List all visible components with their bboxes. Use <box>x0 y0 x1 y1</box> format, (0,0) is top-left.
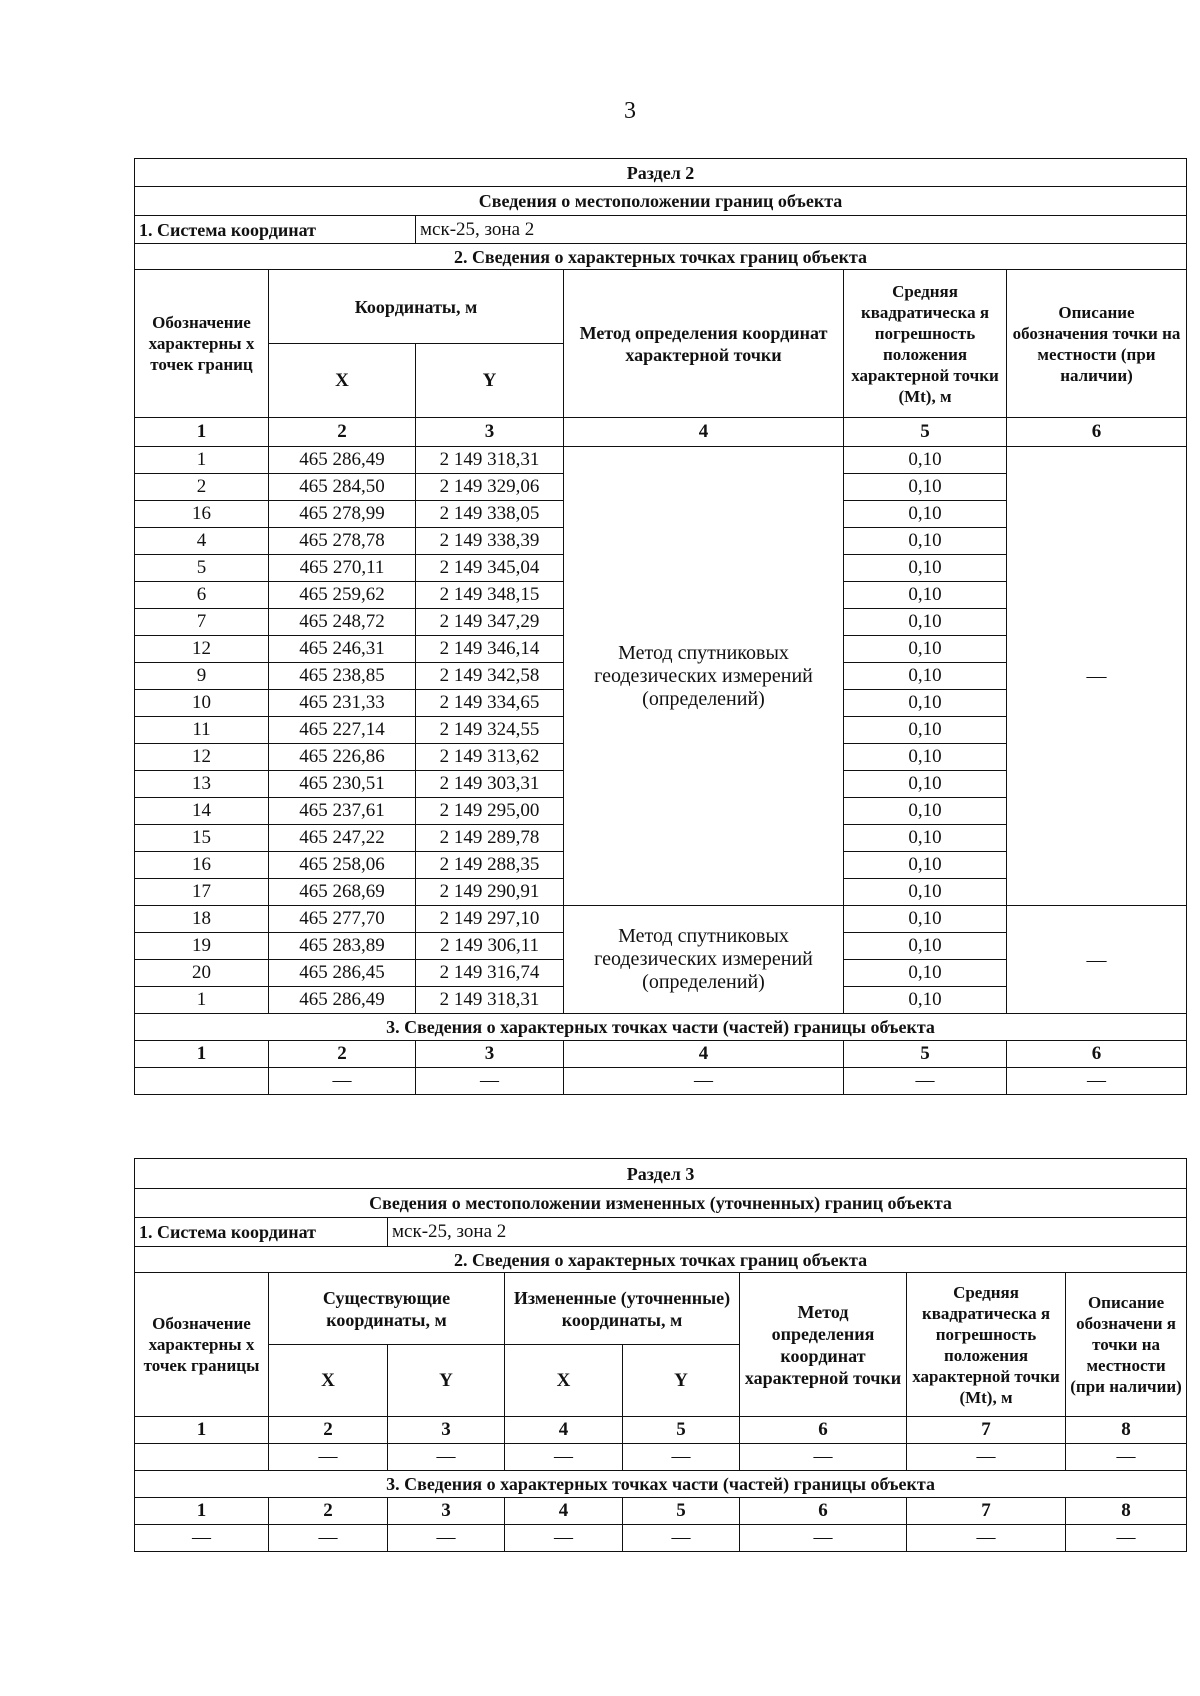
point-id: 19 <box>135 933 269 960</box>
coord-system-label: 1. Система координат <box>135 216 416 244</box>
mt-value: 0,10 <box>844 555 1007 582</box>
section-3-table <box>134 1158 1187 1552</box>
point-id: 4 <box>135 528 269 555</box>
coord-x: 465 268,69 <box>269 879 416 906</box>
empty-value: — <box>623 1444 740 1471</box>
point-id: 16 <box>135 852 269 879</box>
coord-y: 2 149 347,29 <box>416 609 564 636</box>
point-id: 7 <box>135 609 269 636</box>
coord-x: 465 278,78 <box>269 528 416 555</box>
mt-value: 0,10 <box>844 960 1007 987</box>
point-id: 1 <box>135 987 269 1014</box>
point-id: 16 <box>135 501 269 528</box>
mt-value: 0,10 <box>844 771 1007 798</box>
coord-x: 465 246,31 <box>269 636 416 663</box>
table-row <box>135 1068 1187 1095</box>
header-description-3: Описание обозначени я точки на местности (при наличии) <box>1066 1273 1187 1417</box>
mt-value: 0,10 <box>844 717 1007 744</box>
empty-value: — <box>623 1525 740 1552</box>
mt-value: 0,10 <box>844 825 1007 852</box>
coord-y: 2 149 324,55 <box>416 717 564 744</box>
header-existing-y: Y <box>388 1345 505 1417</box>
section-2-title: Раздел 2 <box>135 159 1187 187</box>
method-cell: Метод спутниковых геодезических измерений (определений) <box>564 906 844 1014</box>
coord-y: 2 149 303,31 <box>416 771 564 798</box>
mt-value: 0,10 <box>844 933 1007 960</box>
mt-value: 0,10 <box>844 582 1007 609</box>
points-section-title-3: 2. Сведения о характерных точках границ объекта <box>135 1247 1187 1273</box>
point-id: 9 <box>135 663 269 690</box>
column-number: 2 <box>269 1498 388 1525</box>
point-id: 11 <box>135 717 269 744</box>
section-2-subtitle: Сведения о местоположении границ объекта <box>135 187 1187 216</box>
header-designation: Обозначение характерны х точек границ <box>135 270 269 418</box>
coord-y: 2 149 316,74 <box>416 960 564 987</box>
coord-x: 465 286,45 <box>269 960 416 987</box>
header-existing: Существующие координаты, м <box>269 1273 505 1345</box>
column-number: 6 <box>740 1417 907 1444</box>
point-id: 18 <box>135 906 269 933</box>
empty-value <box>135 1444 269 1471</box>
header-y: Y <box>416 344 564 418</box>
coord-y: 2 149 338,39 <box>416 528 564 555</box>
coord-y: 2 149 334,65 <box>416 690 564 717</box>
header-coordinates: Координаты, м <box>269 270 564 344</box>
column-number: 7 <box>907 1417 1066 1444</box>
coord-y: 2 149 289,78 <box>416 825 564 852</box>
mt-value: 0,10 <box>844 798 1007 825</box>
header-changed-y: Y <box>623 1345 740 1417</box>
coord-system-value-3: мск-25, зона 2 <box>388 1218 1187 1247</box>
column-number: 4 <box>505 1417 623 1444</box>
column-number: 3 <box>416 1041 564 1068</box>
coord-y: 2 149 306,11 <box>416 933 564 960</box>
coord-y: 2 149 295,00 <box>416 798 564 825</box>
coord-x: 465 259,62 <box>269 582 416 609</box>
mt-value: 0,10 <box>844 447 1007 474</box>
column-number: 1 <box>135 1041 269 1068</box>
empty-value: — <box>505 1525 623 1552</box>
empty-value: — <box>1007 1068 1187 1095</box>
mt-value: 0,10 <box>844 690 1007 717</box>
header-error-3: Средняя квадратическа я погрешность положения характерной точки (Mt), м <box>907 1273 1066 1417</box>
coord-y: 2 149 288,35 <box>416 852 564 879</box>
coord-system-value: мск-25, зона 2 <box>416 216 1187 244</box>
empty-value: — <box>1066 1525 1187 1552</box>
coord-x: 465 231,33 <box>269 690 416 717</box>
coord-x: 465 283,89 <box>269 933 416 960</box>
empty-value <box>135 1068 269 1095</box>
empty-value: — <box>269 1525 388 1552</box>
column-number: 1 <box>135 418 269 447</box>
header-error: Средняя квадратическа я погрешность положения характерной точки (Mt), м <box>844 270 1007 418</box>
parts-section-title: 3. Сведения о характерных точках части (частей) границы объекта <box>135 1014 1187 1041</box>
mt-value: 0,10 <box>844 501 1007 528</box>
point-id: 2 <box>135 474 269 501</box>
empty-value: — <box>1066 1444 1187 1471</box>
mt-value: 0,10 <box>844 609 1007 636</box>
empty-value: — <box>740 1525 907 1552</box>
mt-value: 0,10 <box>844 528 1007 555</box>
coord-x: 465 226,86 <box>269 744 416 771</box>
coord-x: 465 248,72 <box>269 609 416 636</box>
empty-value: — <box>907 1525 1066 1552</box>
column-number: 4 <box>505 1498 623 1525</box>
empty-value: — <box>564 1068 844 1095</box>
point-id: 1 <box>135 447 269 474</box>
point-id: 12 <box>135 636 269 663</box>
header-method: Метод определения координат характерной точки <box>564 270 844 418</box>
point-id: 10 <box>135 690 269 717</box>
coord-x: 465 270,11 <box>269 555 416 582</box>
coord-y: 2 149 346,14 <box>416 636 564 663</box>
description-dash: — <box>1007 447 1187 906</box>
column-number: 4 <box>564 418 844 447</box>
point-id: 13 <box>135 771 269 798</box>
coord-y: 2 149 318,31 <box>416 987 564 1014</box>
coord-y: 2 149 329,06 <box>416 474 564 501</box>
empty-value: — <box>269 1068 416 1095</box>
column-number: 2 <box>269 418 416 447</box>
coord-system-label-3: 1. Система координат <box>135 1218 388 1247</box>
empty-value: — <box>505 1444 623 1471</box>
section-2-table <box>134 158 1187 1095</box>
coord-y: 2 149 313,62 <box>416 744 564 771</box>
column-number: 5 <box>623 1417 740 1444</box>
mt-value: 0,10 <box>844 987 1007 1014</box>
empty-value: — <box>416 1068 564 1095</box>
header-existing-x: X <box>269 1345 388 1417</box>
coord-x: 465 278,99 <box>269 501 416 528</box>
column-number: 6 <box>1007 1041 1187 1068</box>
column-number: 5 <box>844 1041 1007 1068</box>
column-number: 2 <box>269 1417 388 1444</box>
empty-value: — <box>269 1444 388 1471</box>
header-method-3: Метод определения координат характерной точки <box>740 1273 907 1417</box>
empty-value: — <box>135 1525 269 1552</box>
column-number: 5 <box>623 1498 740 1525</box>
point-id: 20 <box>135 960 269 987</box>
header-designation-3: Обозначение характерны х точек границы <box>135 1273 269 1417</box>
description-dash: — <box>1007 906 1187 1014</box>
empty-value: — <box>844 1068 1007 1095</box>
points-section-title: 2. Сведения о характерных точках границ объекта <box>135 244 1187 270</box>
coord-x: 465 227,14 <box>269 717 416 744</box>
mt-value: 0,10 <box>844 663 1007 690</box>
parts-section-title-3: 3. Сведения о характерных точках части (частей) границы объекта <box>135 1471 1187 1498</box>
header-description: Описание обозначения точки на местности (при наличии) <box>1007 270 1187 418</box>
section-3-subtitle: Сведения о местоположении измененных (уточненных) границ объекта <box>135 1189 1187 1218</box>
coord-y: 2 149 318,31 <box>416 447 564 474</box>
point-id: 15 <box>135 825 269 852</box>
header-changed-x: X <box>505 1345 623 1417</box>
column-number: 1 <box>135 1498 269 1525</box>
point-id: 17 <box>135 879 269 906</box>
coord-y: 2 149 338,05 <box>416 501 564 528</box>
mt-value: 0,10 <box>844 474 1007 501</box>
mt-value: 0,10 <box>844 906 1007 933</box>
table-row <box>135 906 1187 933</box>
column-number: 8 <box>1066 1417 1187 1444</box>
column-number: 6 <box>1007 418 1187 447</box>
method-cell: Метод спутниковых геодезических измерений (определений) <box>564 447 844 906</box>
coord-x: 465 286,49 <box>269 987 416 1014</box>
empty-value: — <box>740 1444 907 1471</box>
coord-x: 465 237,61 <box>269 798 416 825</box>
coord-x: 465 286,49 <box>269 447 416 474</box>
column-number: 3 <box>388 1498 505 1525</box>
empty-value: — <box>388 1525 505 1552</box>
column-number: 1 <box>135 1417 269 1444</box>
table-row <box>135 1444 1187 1471</box>
point-id: 14 <box>135 798 269 825</box>
page-number: 3 <box>624 98 636 124</box>
column-number: 7 <box>907 1498 1066 1525</box>
coord-y: 2 149 345,04 <box>416 555 564 582</box>
coord-x: 465 258,06 <box>269 852 416 879</box>
column-number: 3 <box>416 418 564 447</box>
table-row <box>135 1525 1187 1552</box>
coord-x: 465 284,50 <box>269 474 416 501</box>
column-number: 6 <box>740 1498 907 1525</box>
empty-value: — <box>907 1444 1066 1471</box>
section-3-title: Раздел 3 <box>135 1159 1187 1189</box>
coord-x: 465 238,85 <box>269 663 416 690</box>
point-id: 5 <box>135 555 269 582</box>
column-number: 8 <box>1066 1498 1187 1525</box>
table-row <box>135 447 1187 474</box>
mt-value: 0,10 <box>844 744 1007 771</box>
coord-x: 465 230,51 <box>269 771 416 798</box>
empty-value: — <box>388 1444 505 1471</box>
column-number: 3 <box>388 1417 505 1444</box>
column-number: 5 <box>844 418 1007 447</box>
coord-y: 2 149 297,10 <box>416 906 564 933</box>
coord-y: 2 149 290,91 <box>416 879 564 906</box>
header-changed: Измененные (уточненные) координаты, м <box>505 1273 740 1345</box>
mt-value: 0,10 <box>844 852 1007 879</box>
coord-y: 2 149 348,15 <box>416 582 564 609</box>
column-number: 2 <box>269 1041 416 1068</box>
coord-y: 2 149 342,58 <box>416 663 564 690</box>
mt-value: 0,10 <box>844 879 1007 906</box>
column-number: 4 <box>564 1041 844 1068</box>
point-id: 6 <box>135 582 269 609</box>
point-id: 12 <box>135 744 269 771</box>
header-x: X <box>269 344 416 418</box>
mt-value: 0,10 <box>844 636 1007 663</box>
coord-x: 465 247,22 <box>269 825 416 852</box>
coord-x: 465 277,70 <box>269 906 416 933</box>
